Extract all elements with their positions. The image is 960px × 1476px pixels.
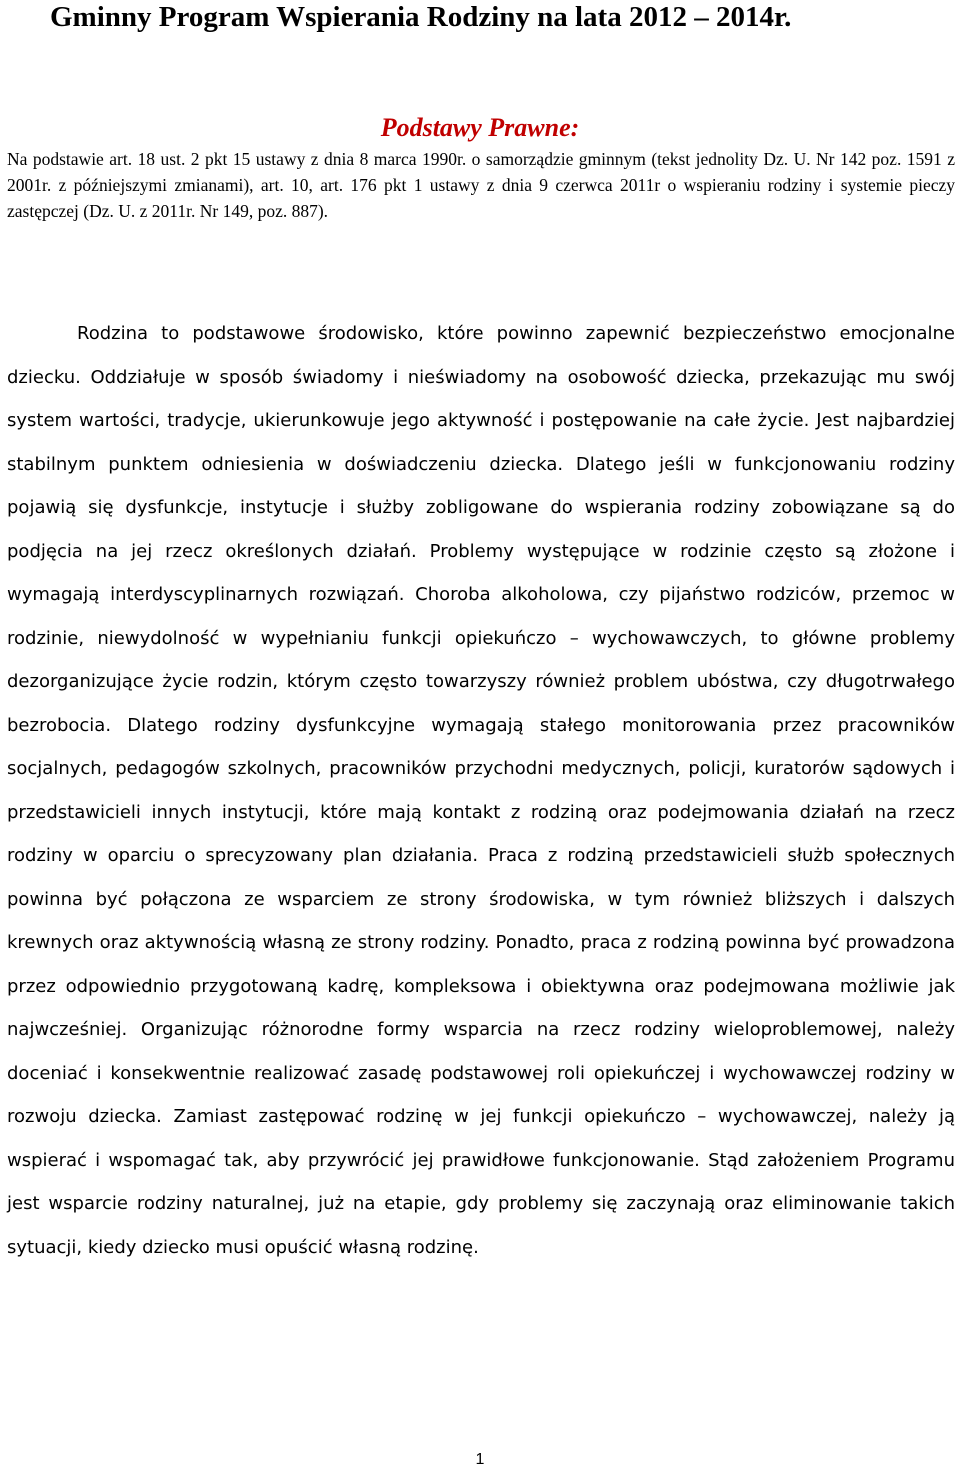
section-heading: Podstawy Prawne: [380,113,580,142]
legal-basis-paragraph: Na podstawie art. 18 ust. 2 pkt 15 ustawy z dnia 8 marca 1990r. o samorządzie gminnym (tekst jednolity Dz. U. Nr 142 poz. 1591 z 2001r. z późniejszymi zmianami), art. 10, art. 176 pkt 1 ustawy z dnia 9 czerwca 2011r o wspieraniu rodziny i systemie pieczy zastępczej (Dz. U. z 2011r. Nr 149, poz. 887). [7,149,955,221]
document-title: Gminny Program Wspierania Rodziny na lata 2012 – 2014r. [50,1,792,33]
page-number: 1 [475,1451,485,1468]
body-paragraph: Rodzina to podstawowe środowisko, które powinno zapewnić bezpieczeństwo emocjonalne dziecku. Oddziałuje w sposób świadomy i nieświadomy na osobowość dziecka, przekazując mu swój system wartości, tradycje, ukierunkowuje jego aktywność i postępowanie na całe życie. Jest najbardziej stabilnym punktem odniesienia w doświadczeniu dziecka. Dlatego jeśli w funkcjonowaniu rodziny pojawią się dysfunkcje, instytucje i służby zobligowane do wspierania rodziny zobowiązane są do podjęcia na jej rzecz określonych działań. Problemy występujące w rodzinie często są złożone i wymagają interdyscyplinarnych rozwiązań. Choroba alkoholowa, czy pijaństwo rodziców, przemoc w rodzinie, niewydolność w wypełnianiu funkcji opiekuńczo – wychowawczych, to główne problemy dezorganizujące życie rodzin, którym często towarzyszy również problem ubóstwa, czy długotrwałego bezrobocia. Dlatego rodziny dysfunkcyjne wymagają stałego monitorowania przez pracowników socjalnych, pedagogów szkolnych, pracowników przychodni medycznych, policji, kuratorów sądowych i przedstawicieli innych instytucji, które mają kontakt z rodziną oraz podejmowania działań na rzecz rodziny w oparciu o sprecyzowany plan działania. Praca z rodziną przedstawicieli służb społecznych powinna być połączona ze wsparciem ze strony środowiska, w tym również bliższych i dalszych krewnych oraz aktywnością własną ze strony rodziny. Ponadto, praca z rodziną powinna być prowadzona przez odpowiednio przygotowaną kadrę, kompleksowa i obiektywna oraz podejmowana możliwie jak najwcześniej. Organizując różnorodne formy wsparcia na rzecz rodziny wieloproblemowej, należy doceniać i konsekwentnie realizować zasadę podstawowej roli opiekuńczej i wychowawczej rodziny w rozwoju dziecka. Zamiast zastępować rodzinę w jej funkcji opiekuńczo – wychowawczej, należy ją wspierać i wspomagać tak, aby przywrócić jej prawidłowe funkcjonowanie. Stąd założeniem Programu jest wsparcie rodziny naturalnej, już na etapie, gdy problemy się zaczynają oraz eliminowanie takich sytuacji, kiedy dziecko musi opuścić własną rodzinę. [7,323,955,1258]
